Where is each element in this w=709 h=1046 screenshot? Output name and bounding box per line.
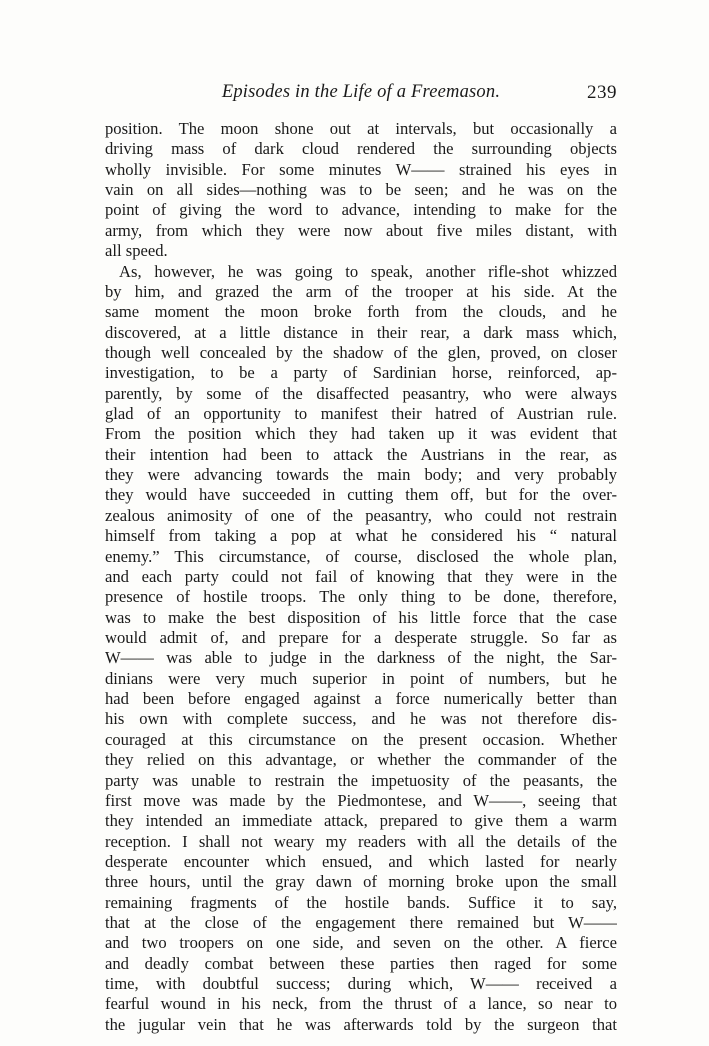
text-line: investigation, to be a party of Sardinian horse, reinforced, ap- [105, 363, 617, 383]
text-line: would admit of, and prepare for a desperate struggle. So far as [105, 627, 617, 647]
text-line: army, from which they were now about five miles distant, with [105, 220, 617, 240]
text-line: party was unable to restrain the impetuosity of the peasants, the [105, 770, 617, 790]
text-line: same moment the moon broke forth from the clouds, and he [105, 302, 617, 322]
text-line: all speed. [105, 241, 168, 261]
text-line: vain on all sides—nothing was to be seen; and he was on the [105, 180, 617, 200]
text-line: couraged at this circumstance on the present occasion. Whether [105, 729, 617, 749]
text-line: position. The moon shone out at intervals, but occasionally a [105, 119, 617, 138]
text-line: they were advancing towards the main body; and very probably [105, 465, 617, 485]
body-text [105, 119, 617, 1035]
text-line: was to make the best disposition of his little force that the case [105, 607, 617, 627]
text-line: and each party could not fail of knowing that they were in the [105, 566, 617, 586]
text-line: that at the close of the engagement there remained but W—— [105, 913, 617, 933]
text-line: fearful wound in his neck, from the thrust of a lance, so near to [105, 994, 617, 1014]
running-header [105, 82, 617, 108]
text-line: the jugular vein that he was afterwards told by the surgeon that [105, 1014, 617, 1034]
text-line: though well concealed by the shadow of the glen, proved, on closer [105, 342, 617, 362]
text-line: three hours, until the gray dawn of morning broke upon the small [105, 872, 617, 892]
text-line: As, however, he was going to speak, another rifle-shot whizzed [119, 261, 617, 281]
text-line: remaining fragments of the hostile bands. Suffice it to say, [105, 892, 617, 912]
text-line: reception. I shall not weary my readers with all the details of the [105, 831, 617, 851]
text-line: their intention had been to attack the Austrians in the rear, as [105, 444, 617, 464]
text-line: time, with doubtful success; during which, W—— received a [105, 974, 617, 994]
text-line: they would have succeeded in cutting them off, but for the over- [105, 485, 617, 505]
text-line: they relied on this advantage, or whether the commander of the [105, 750, 617, 770]
text-line: and deadly combat between these parties then raged for some [105, 953, 617, 973]
text-line: discovered, at a little distance in their rear, a dark mass which, [105, 322, 617, 342]
text-line: wholly invisible. For some minutes W—— strained his eyes in [105, 159, 617, 179]
paragraph [105, 262, 617, 1036]
text-line: parently, by some of the disaffected peasantry, who were always [105, 383, 617, 403]
text-line: by him, and grazed the arm of the trooper at his side. At the [105, 281, 617, 301]
text-line: dinians were very much superior in point of numbers, but he [105, 668, 617, 688]
text-line: presence of hostile troops. The only thing to be done, therefore, [105, 587, 617, 607]
text-line: driving mass of dark cloud rendered the surrounding objects [105, 139, 617, 159]
page-number: 239 [587, 82, 617, 103]
text-line: and two troopers on one side, and seven on the other. A fierce [105, 933, 617, 953]
text-line: himself from taking a pop at what he considered his “ natural [105, 526, 617, 546]
running-title: Episodes in the Life of a Freemason. [221, 82, 501, 102]
text-line: desperate encounter which ensued, and which lasted for nearly [105, 851, 617, 871]
text-line: first move was made by the Piedmontese, and W——, seeing that [105, 790, 617, 810]
paragraph [105, 119, 617, 262]
text-line: point of giving the word to advance, intending to make for the [105, 200, 617, 220]
text-line: W—— was able to judge in the darkness of the night, the Sar- [105, 648, 617, 668]
text-line: had been before engaged against a force numerically better than [105, 689, 617, 709]
text-line: From the position which they had taken up it was evident that [105, 424, 617, 444]
text-line: glad of an opportunity to manifest their hatred of Austrian rule. [105, 404, 617, 424]
text-line: zealous animosity of one of the peasantry, who could not restrain [105, 505, 617, 525]
text-line: enemy.” This circumstance, of course, disclosed the whole plan, [105, 546, 617, 566]
text-line: they intended an immediate attack, prepared to give them a warm [105, 811, 617, 831]
text-line: his own with complete success, and he was not therefore dis- [105, 709, 617, 729]
